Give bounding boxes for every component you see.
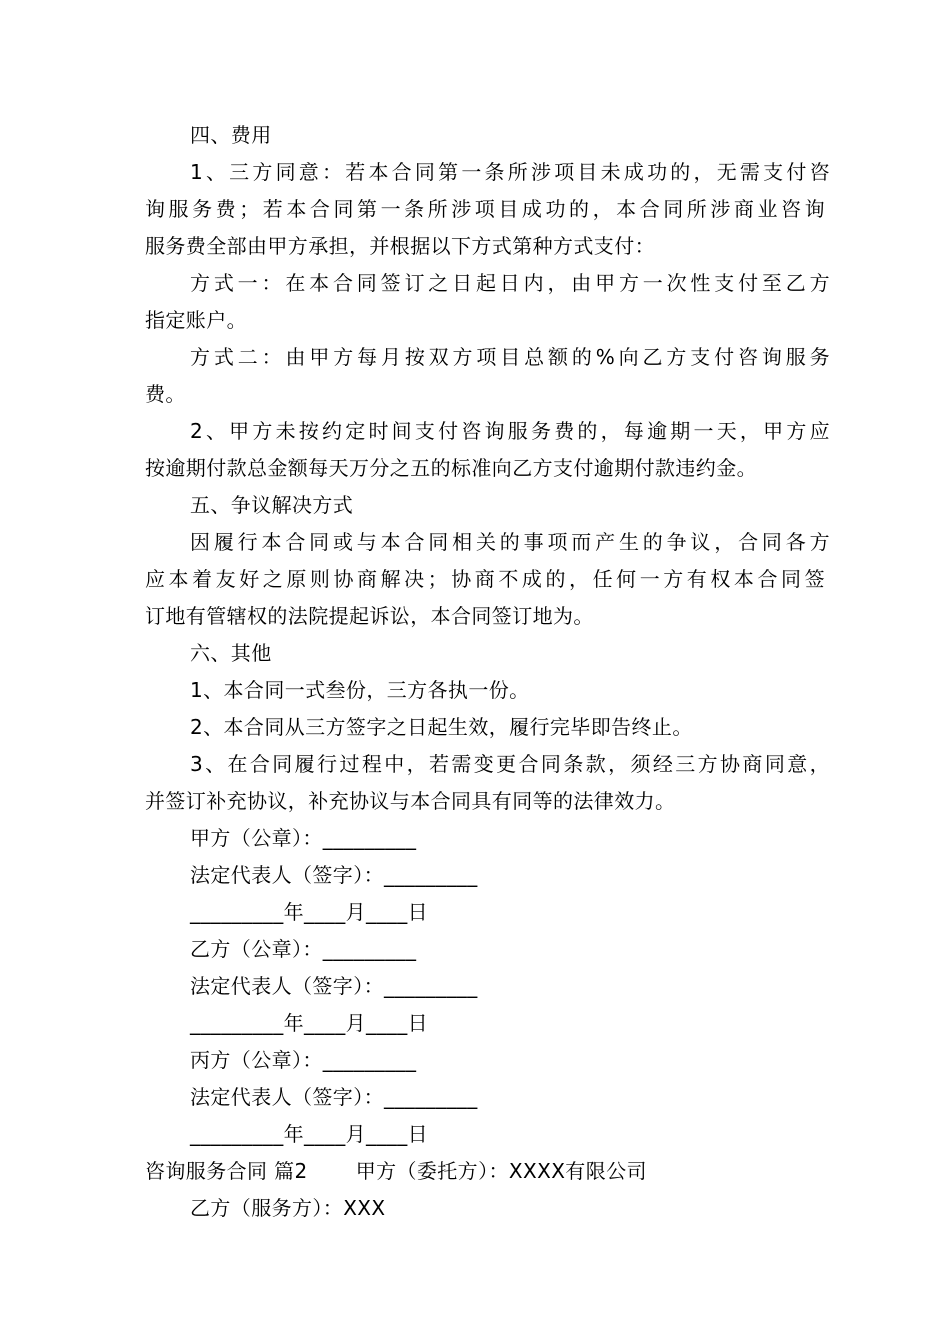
paragraph-line: 方式二：由甲方每月按双方项目总额的%向乙方支付咨询服务 xyxy=(190,345,830,369)
paragraph-line: 按逾期付款总金额每天万分之五的标准向乙方支付逾期付款违约金。 xyxy=(145,456,757,480)
paragraph-line: 应本着友好之原则协商解决；协商不成的，任何一方有权本合同签 xyxy=(145,567,825,591)
paragraph-line: 方式一：在本合同签订之日起日内，由甲方一次性支付至乙方 xyxy=(190,271,830,295)
signature-party-b-rep: 法定代表人（签字）：_________ xyxy=(190,974,478,998)
signature-party-a-seal: 甲方（公章）：_________ xyxy=(190,826,417,850)
heading-dispute: 五、争议解决方式 xyxy=(190,493,354,517)
section2-title: 咨询服务合同 篇2 xyxy=(145,1159,308,1183)
paragraph-line: 1、三方同意：若本合同第一条所涉项目未成功的，无需支付咨 xyxy=(190,160,830,184)
paragraph-line: 2、本合同从三方签字之日起生效，履行完毕即告终止。 xyxy=(190,715,693,739)
heading-other: 六、其他 xyxy=(190,641,272,665)
paragraph-line: 订地有管辖权的法院提起诉讼，本合同签订地为。 xyxy=(145,604,594,628)
signature-party-a-rep: 法定代表人（签字）：_________ xyxy=(190,863,478,887)
paragraph-line: 服务费全部由甲方承担，并根据以下方式第种方式支付： xyxy=(145,234,655,258)
paragraph-line: 2、甲方未按约定时间支付咨询服务费的，每逾期一天，甲方应 xyxy=(190,419,830,443)
signature-party-c-rep: 法定代表人（签字）：_________ xyxy=(190,1085,478,1109)
paragraph-line: 1、本合同一式叁份，三方各执一份。 xyxy=(190,678,530,702)
section2-party-a: 甲方（委托方）：XXXX有限公司 xyxy=(355,1159,647,1183)
paragraph-line: 费。 xyxy=(145,382,186,406)
signature-party-b-date: _________年____月____日 xyxy=(190,1011,428,1035)
section2-header-line xyxy=(145,1153,825,1190)
signature-party-b-seal: 乙方（公章）：_________ xyxy=(190,937,417,961)
paragraph-line: 并签订补充协议，补充协议与本合同具有同等的法律效力。 xyxy=(145,789,676,813)
signature-party-c-seal: 丙方（公章）：_________ xyxy=(190,1048,417,1072)
signature-party-c-date: _________年____月____日 xyxy=(190,1122,428,1146)
paragraph-line: 指定账户。 xyxy=(145,308,247,332)
section2-party-b: 乙方（服务方）：XXX xyxy=(190,1196,386,1220)
paragraph-line: 因履行本合同或与本合同相关的事项而产生的争议，合同各方 xyxy=(190,530,830,554)
paragraph-line: 3、在合同履行过程中，若需变更合同条款，须经三方协商同意， xyxy=(190,752,830,776)
paragraph-line: 询服务费；若本合同第一条所涉项目成功的，本合同所涉商业咨询 xyxy=(145,197,825,221)
signature-party-a-date: _________年____月____日 xyxy=(190,900,428,924)
heading-fees: 四、费用 xyxy=(190,123,272,147)
